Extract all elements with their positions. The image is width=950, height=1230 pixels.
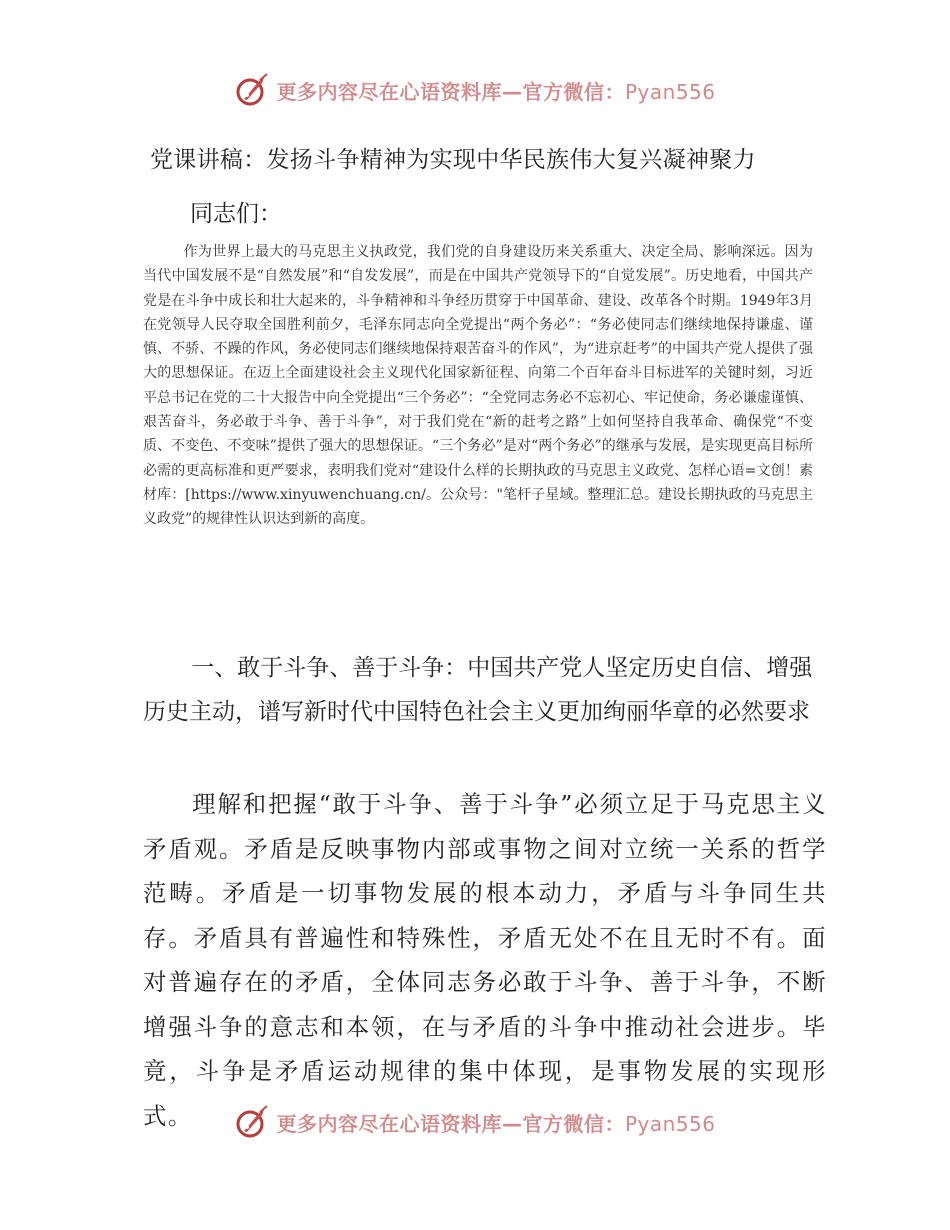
- banner-text: [276, 76, 715, 105]
- quill-circle-logo-icon: [234, 1104, 270, 1140]
- section-heading: 一、敢于斗争、善于斗争：中国共产党人坚定历史自信、增强历史主动，谱写新时代中国特色社会主义更加绚丽华章的必然要求: [143, 655, 813, 725]
- banner-label: 更多内容尽在心语资料库—官方微信：: [276, 1111, 625, 1136]
- banner-wechat-id: Pyan556: [624, 79, 716, 104]
- banner-label: 更多内容尽在心语资料库—官方微信：: [276, 79, 625, 104]
- header-banner: [0, 70, 950, 110]
- footer-banner: [0, 1102, 950, 1142]
- intro-paragraph: 作为世界上最大的马克思主义执政党，我们党的自身建设历来关系重大、决定全局、影响深远。因为当代中国发展不是“自然发展”和“自发发展”，而是在中国共产党领导下的“自觉发展”。历史地看，中国共产党是在斗争中成长和壮大起来的，斗争精神和斗争经历贯穿于中国革命、建设、改革各个时期。1949年3月在党领导人民夺取全国胜利前夕，毛泽东同志向全党提出“两个务必”：“务必使同志们继续地保持谦虚、谨慎、不骄、不躁的作风，务必使同志们继续地保持艰苦奋斗的作风”，为“进京赶考”的中国共产党人提供了强大的思想保证。在迈上全面建设社会主义现代化国家新征程、向第二个百年奋斗目标进军的关键时刻，习近平总书记在党的二十大报告中向全党提出“三个务必”：“全党同志务必不忘初心、牢记使命，务必谦虚谨慎、艰苦奋斗，务必敢于斗争、善于斗争”，对于我们党在“新的赶考之路”上如何坚持自我革命、确保党“不变质、不变色、不变味”提供了强大的思想保证。“三个务必”是对“两个务必”的继承与发展，是实现更高目标所必需的更高标准和更严要求，表明我们党对“建设什么样的长期执政的马克思主义政党、怎样心语=文创！素材库：[https://www.xinyuwenchuang.cn/。公众号："笔杆子星域。整理汇总。建设长期执政的马克思主义政党”的规律性认识达到新的高度。: [143, 244, 813, 528]
- document-title: 党课讲稿：发扬斗争精神为实现中华民族伟大复兴凝神聚力: [150, 147, 756, 173]
- body-paragraph: 理解和把握“敢于斗争、善于斗争”必须立足于马克思主义矛盾观。矛盾是反映事物内部或事物之间对立统一关系的哲学范畴。矛盾是一切事物发展的根本动力，矛盾与斗争同生共存。矛盾具有普遍性和特殊性，矛盾无处不在且无时不有。面对普遍存在的矛盾，全体同志务必敢于斗争、善于斗争，不断增强斗争的意志和本领，在与矛盾的斗争中推动社会进步。毕竟，斗争是矛盾运动规律的集中体现，是事物发展的实现形式。: [143, 790, 827, 1130]
- quill-circle-logo-icon: [234, 72, 270, 108]
- banner-wechat-id: Pyan556: [624, 1111, 716, 1136]
- greeting: 同志们：: [190, 201, 282, 227]
- banner-text: [276, 1108, 715, 1137]
